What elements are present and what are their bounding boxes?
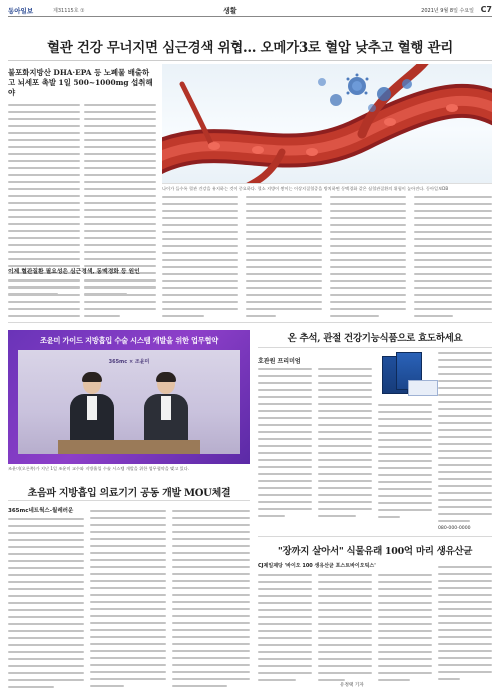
food-body-col3	[378, 574, 432, 686]
food-body-col4	[438, 566, 492, 685]
mou-article-body-col3	[172, 510, 250, 691]
main-article-subhead: 이제 혈관질환 필요성은 심근경색, 동맥경화 등 원인	[8, 269, 140, 275]
page-number: C7	[480, 5, 492, 14]
banner-caption: 조윤미(오른쪽)가 지난 1일 조윤미 교수와 지방흡입 수술 시스템 개발을 위한 업무협약을 맺고 있다.	[8, 466, 189, 471]
signing-desk	[58, 440, 200, 454]
main-article-body-col2b	[84, 280, 156, 322]
issue-number: 제31115호 ①	[53, 8, 85, 14]
health-box-title: 온 추석, 관절 건강기능식품으로 효도하세요	[287, 333, 463, 344]
health-body-col4	[438, 352, 492, 527]
health-title-divider	[258, 347, 492, 348]
product-image	[378, 352, 440, 398]
main-article-body-col6	[414, 196, 492, 322]
headline-divider	[8, 60, 492, 61]
mou-article-body-col2	[90, 510, 166, 691]
illustration-caption: 나이가 들수록 혈관 건강을 유지하는 것이 중요하다. 혈소 지방이 쌓이는 이상지질혈증을 방치하면 동맥경화 같은 심혈관질환의 위험이 높아진다. 동아일보DB	[162, 186, 449, 191]
food-article-subhead: CJ제일제당 '바이오 100 생유산균 포스트바이오틱스'	[258, 563, 376, 569]
mou-banner	[8, 330, 250, 464]
publication-date: 2021년 9월 8일 수요일	[421, 8, 474, 14]
section-divider	[8, 322, 492, 323]
backdrop-logo-text: 365mc × 조윤미	[108, 359, 150, 365]
main-article-body-col5	[330, 196, 406, 322]
health-body-col3	[378, 404, 432, 523]
mou-article-subhead: 365mc네트웍스-월레러운	[8, 508, 74, 514]
food-body-col1	[258, 574, 312, 686]
page-header	[8, 5, 492, 17]
mou-article-body-col1	[8, 518, 84, 691]
main-article-body-col3	[162, 196, 238, 322]
food-body-col2	[318, 574, 372, 686]
mou-article-title: 초음파 지방흡입 의료기기 공동 개발 MOU체결	[27, 488, 231, 499]
product-brand: 호관원 프리미엄	[258, 358, 301, 365]
health-body-col2	[318, 368, 372, 522]
section-name: 생활	[223, 7, 237, 15]
main-article-body-col4	[246, 196, 322, 322]
lead-subtitle: 불포화지방산 DHA·EPA 등 노폐물 배출하고 뇌세포 촉발 1일 500~1000mg 섭취해야	[8, 68, 153, 97]
mou-photo	[18, 350, 240, 454]
newspaper-masthead: 동아일보	[8, 7, 34, 15]
food-byline: 유정택 기자	[340, 683, 364, 688]
banner-title: 조윤미 가이드 지방흡입 수술 시스템 개발을 위한 업무협약	[40, 336, 218, 345]
main-headline: 혈관 건강 무너지면 심근경색 위협… 오메가3로 혈압 낮추고 혈행 관리	[47, 40, 453, 56]
mou-title-divider	[8, 500, 250, 501]
health-body-col1	[258, 368, 312, 522]
artery-illustration	[162, 64, 492, 184]
health-phone: 080-000-0000	[438, 526, 471, 531]
food-section-divider	[258, 536, 492, 537]
main-article-body-col1b	[8, 280, 80, 322]
food-article-title: "장까지 살아서" 식물유래 100억 마리 생유산균	[277, 546, 473, 557]
